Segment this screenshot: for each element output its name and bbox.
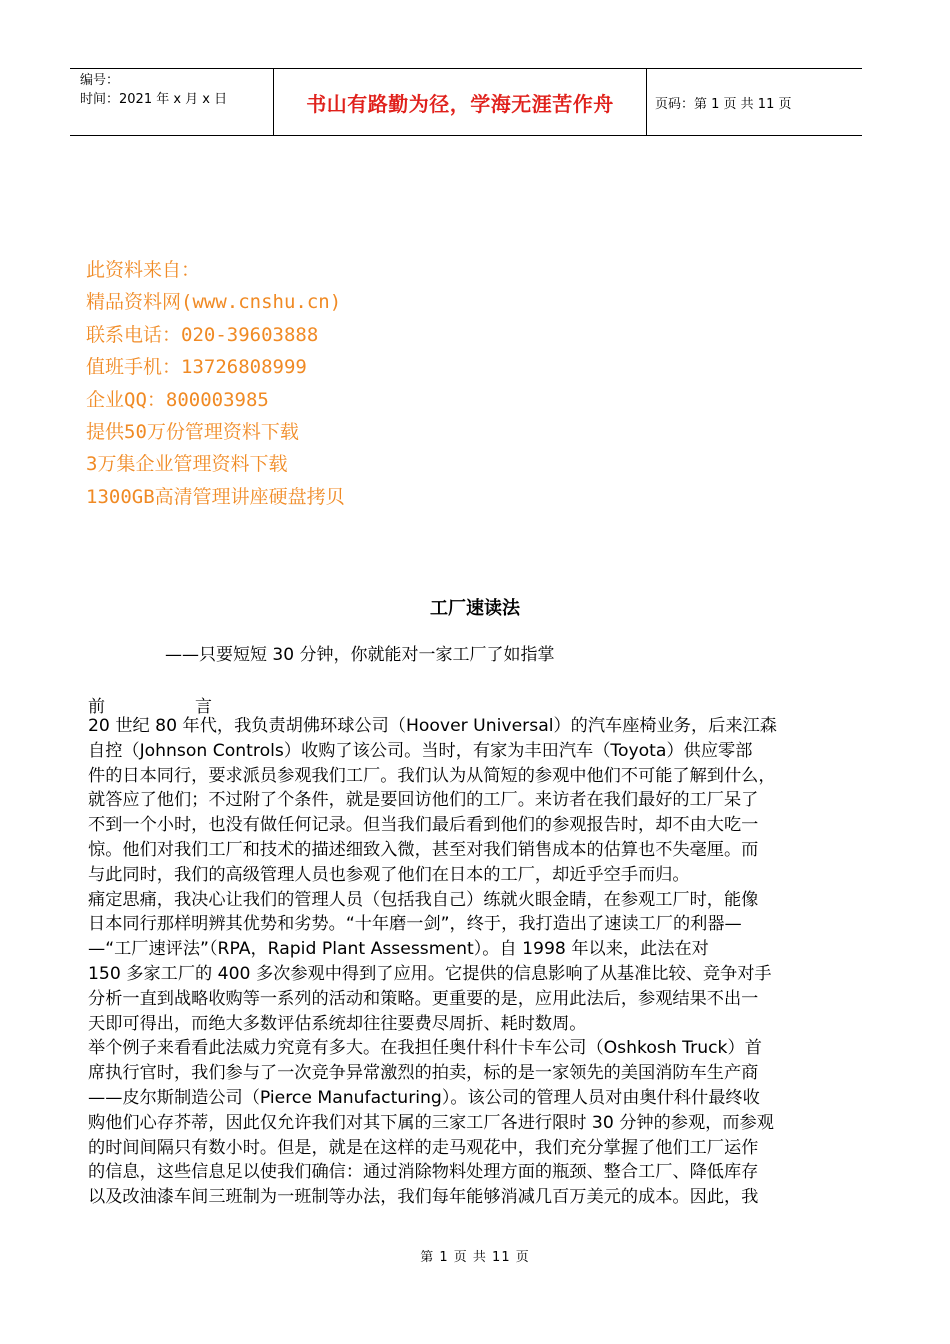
text-line: 日本同行那样明辨其优势和劣势。“十年磨一剑”，终于，我打造出了速读工厂的利器— (88, 914, 742, 935)
text-line: 分析一直到战略收购等一系列的活动和策略。更重要的是，应用此法后，参观结果不出一 (88, 988, 759, 1009)
page-header (70, 68, 862, 136)
text-line: 痛定思痛，我决心让我们的管理人员（包括我自己）练就火眼金睛，在参观工厂时，能像 (88, 889, 759, 910)
text-line: ——皮尔斯制造公司（Pierce Manufacturing）。该公司的管理人员对由奥什科什最终收 (88, 1087, 760, 1108)
ad-line: 企业QQ：800003985 (86, 388, 269, 411)
header-page-info: 页码：第 1 页 共 11 页 (655, 96, 792, 112)
document-time-label: 时间：2021 年 x 月 x 日 (80, 92, 228, 107)
header-page-cell (647, 69, 862, 135)
header-motto-cell (273, 69, 647, 135)
ad-line: 3万集企业管理资料下载 (86, 453, 288, 476)
text-line: 以及改油漆车间三班制为一班制等办法，我们每年能够消减几百万美元的成本。因此，我 (88, 1187, 759, 1208)
header-meta (70, 69, 273, 135)
source-ad-block (86, 254, 345, 513)
preface-heading-char: 言 (195, 697, 212, 717)
document-number-label: 编号： (80, 73, 120, 88)
ad-line: 提供50万份管理资料下载 (86, 420, 299, 443)
text-line: 不到一个小时，也没有做任何记录。但当我们最后看到他们的参观报告时，却不由大吃一 (88, 815, 759, 836)
text-line: 举个例子来看看此法威力究竟有多大。在我担任奥什科什卡车公司（Oshkosh Truck）首 (88, 1038, 762, 1059)
text-line: 的时间间隔只有数小时。但是，就是在这样的走马观花中，我们充分掌握了他们工厂运作 (88, 1137, 759, 1158)
ad-line: 精品资料网(www.cnshu.cn) (86, 291, 342, 314)
ad-line: 1300GB高清管理讲座硬盘拷贝 (86, 485, 345, 508)
text-line: 自控（Johnson Controls）收购了该公司。当时，有家为丰田汽车（Toyota）供应零部 (88, 740, 753, 761)
text-line: 天即可得出，而绝大多数评估系统却往往要费尽周折、耗时数周。 (88, 1013, 587, 1034)
text-line: —“工厂速评法”（RPA，Rapid Plant Assessment）。自 1998 年以来，此法在对 (88, 939, 709, 960)
text-line: 与此同时，我们的高级管理人员也参观了他们在日本的工厂，却近乎空手而归。 (88, 864, 690, 885)
text-line: 惊。他们对我们工厂和技术的描述细致入微，甚至对我们销售成本的估算也不失毫厘。而 (88, 839, 759, 860)
text-line: 席执行官时，我们参与了一次竞争异常激烈的拍卖，标的是一家领先的美国消防车生产商 (88, 1063, 759, 1084)
header-motto: 书山有路勤为径，学海无涯苦作舟 (306, 91, 614, 116)
ad-line: 此资料来自： (86, 259, 201, 281)
preface-heading-char: 前 (88, 697, 105, 717)
text-line: 20 世纪 80 年代，我负责胡佛环球公司（Hoover Universal）的汽车座椅业务，后来江森 (88, 716, 777, 736)
text-line: 购他们心存芥蒂，因此仅允许我们对其下属的三家工厂各进行限时 30 分钟的参观，而参观 (88, 1112, 774, 1133)
text-line: 的信息，这些信息足以使我们确信：通过消除物料处理方面的瓶颈、整合工厂、降低库存 (88, 1162, 759, 1183)
ad-line: 联系电话：020-39603888 (86, 323, 319, 346)
document-subtitle: ——只要短短 30 分钟，你就能对一家工厂了如指掌 (165, 645, 555, 665)
text-line: 件的日本同行，要求派员参观我们工厂。我们认为从简短的参观中他们不可能了解到什么， (88, 765, 776, 786)
document-title: 工厂速读法 (430, 598, 520, 619)
page-footer: 第 1 页 共 11 页 (420, 1250, 530, 1265)
body-text (88, 714, 863, 1210)
text-line: 就答应了他们；不过附了个条件，就是要回访他们的工厂。来访者在我们最好的工厂呆了 (88, 790, 759, 811)
text-line: 150 多家工厂的 400 多次参观中得到了应用。它提供的信息影响了从基准比较、竞争对手 (88, 963, 772, 984)
ad-line: 值班手机：13726808999 (86, 356, 307, 379)
